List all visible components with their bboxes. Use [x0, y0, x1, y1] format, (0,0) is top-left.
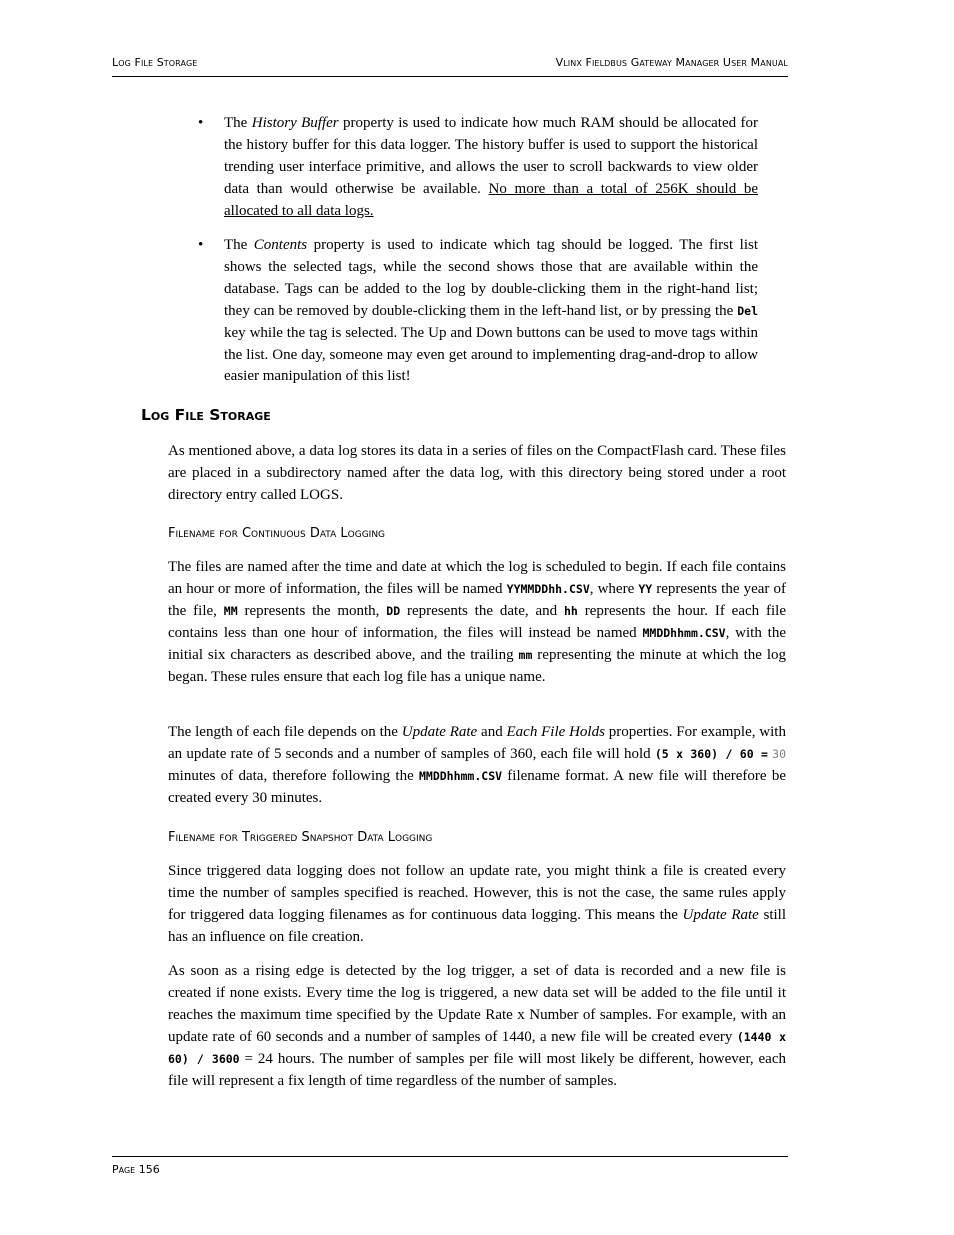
page-header	[112, 56, 788, 77]
paragraph-file-length: The length of each file depends on the Update Rate and Each File Holds properties. For example, with an update rate of 5 seconds and a number of samples of 360, each file will hold (5 x 360) / 60 = 30 minutes of data, therefore following the MMDDhhmm.CSV filename format. A new file will therefore be created every 30 minutes.	[168, 724, 786, 806]
page-number: Page 156	[112, 1163, 160, 1176]
subsection-title-triggered: Filename for Triggered Snapshot Data Logging	[168, 830, 433, 845]
term-history-buffer: History Buffer	[251, 115, 339, 131]
paragraph-filenames: The files are named after the time and date at which the log is scheduled to begin. If each file contains an hour or more of information, the files will be named YYMMDDhh.CSV, where YY represents the year of the file, MM represents the month, DD represents the date, and hh represents the hour. If each file contains less than one hour of information, the files will instead be named MMDDhhmm.CSV, with the initial six characters as described above, and the trailing mm representing the minute at which the log began. These rules ensure that each log file has a unique name.	[168, 559, 786, 685]
header-left: Log File Storage	[112, 56, 198, 69]
bullet-marker: •	[198, 237, 204, 253]
term-contents: Contents	[253, 237, 308, 253]
paragraph-rising-edge: As soon as a rising edge is detected by the log trigger, a set of data is recorded and a new file is created if none exists. Every time the log is triggered, a new data set will be added to the file until it reaches the maximum time specified by the Update Rate x Number of samples. For example, with an update rate of 60 seconds and a number of samples of 1440, a new file will be created every (1440 x 60) / 3600 = 24 hours. The number of samples per file will most likely be different, however, each file will represent a fix length of time regardless of the number of samples.	[168, 963, 786, 1089]
header-right: Vlinx Fieldbus Gateway Manager User Manual	[555, 56, 788, 69]
bullet-history-buffer: • The History Buffer property is used to indicate how much RAM should be allocated for the history buffer for this data logger. The history buffer is used to support the historical trending user interface primitive, and allows the user to scroll backwards to view older data than would otherwise be available. No more than a total of 256K should be allocated to all data logs.	[198, 115, 759, 219]
bullet-contents: • The Contents property is used to indicate which tag should be logged. The first list shows the selected tags, while the second shows those that are available within the database. Tags can be added to the log by double-clicking them in the right-hand list; they can be removed by double-clicking them in the left-hand list, or by pressing the Del key while the tag is selected. The Up and Down buttons can be used to move tags within the list. One day, someone may even get around to implementing drag-and-drop to allow easier manipulation of this list!	[198, 237, 758, 385]
paragraph-triggered: Since triggered data logging does not follow an update rate, you might think a file is created every time the number of samples specified is reached. However, this is not the case, the same rules apply for triggered data logging filenames as for continuous data logging. This means the Update Rate still has an influence on file creation.	[168, 863, 786, 945]
del-key: Del	[737, 303, 758, 318]
intro-paragraph: As mentioned above, a data log stores its data in a series of files on the CompactFlash card. These files are placed in a subdirectory named after the data log, with this directory being stored under a root directory entry called LOGS.	[168, 443, 786, 503]
page-footer	[112, 1156, 788, 1176]
subsection-title-continuous: Filename for Continuous Data Logging	[168, 526, 386, 541]
bullet-marker: •	[198, 115, 204, 131]
memory-warning: No more than a total of 256K should be allocated to all data logs.	[224, 180, 758, 219]
section-title: Log File Storage	[141, 406, 271, 424]
